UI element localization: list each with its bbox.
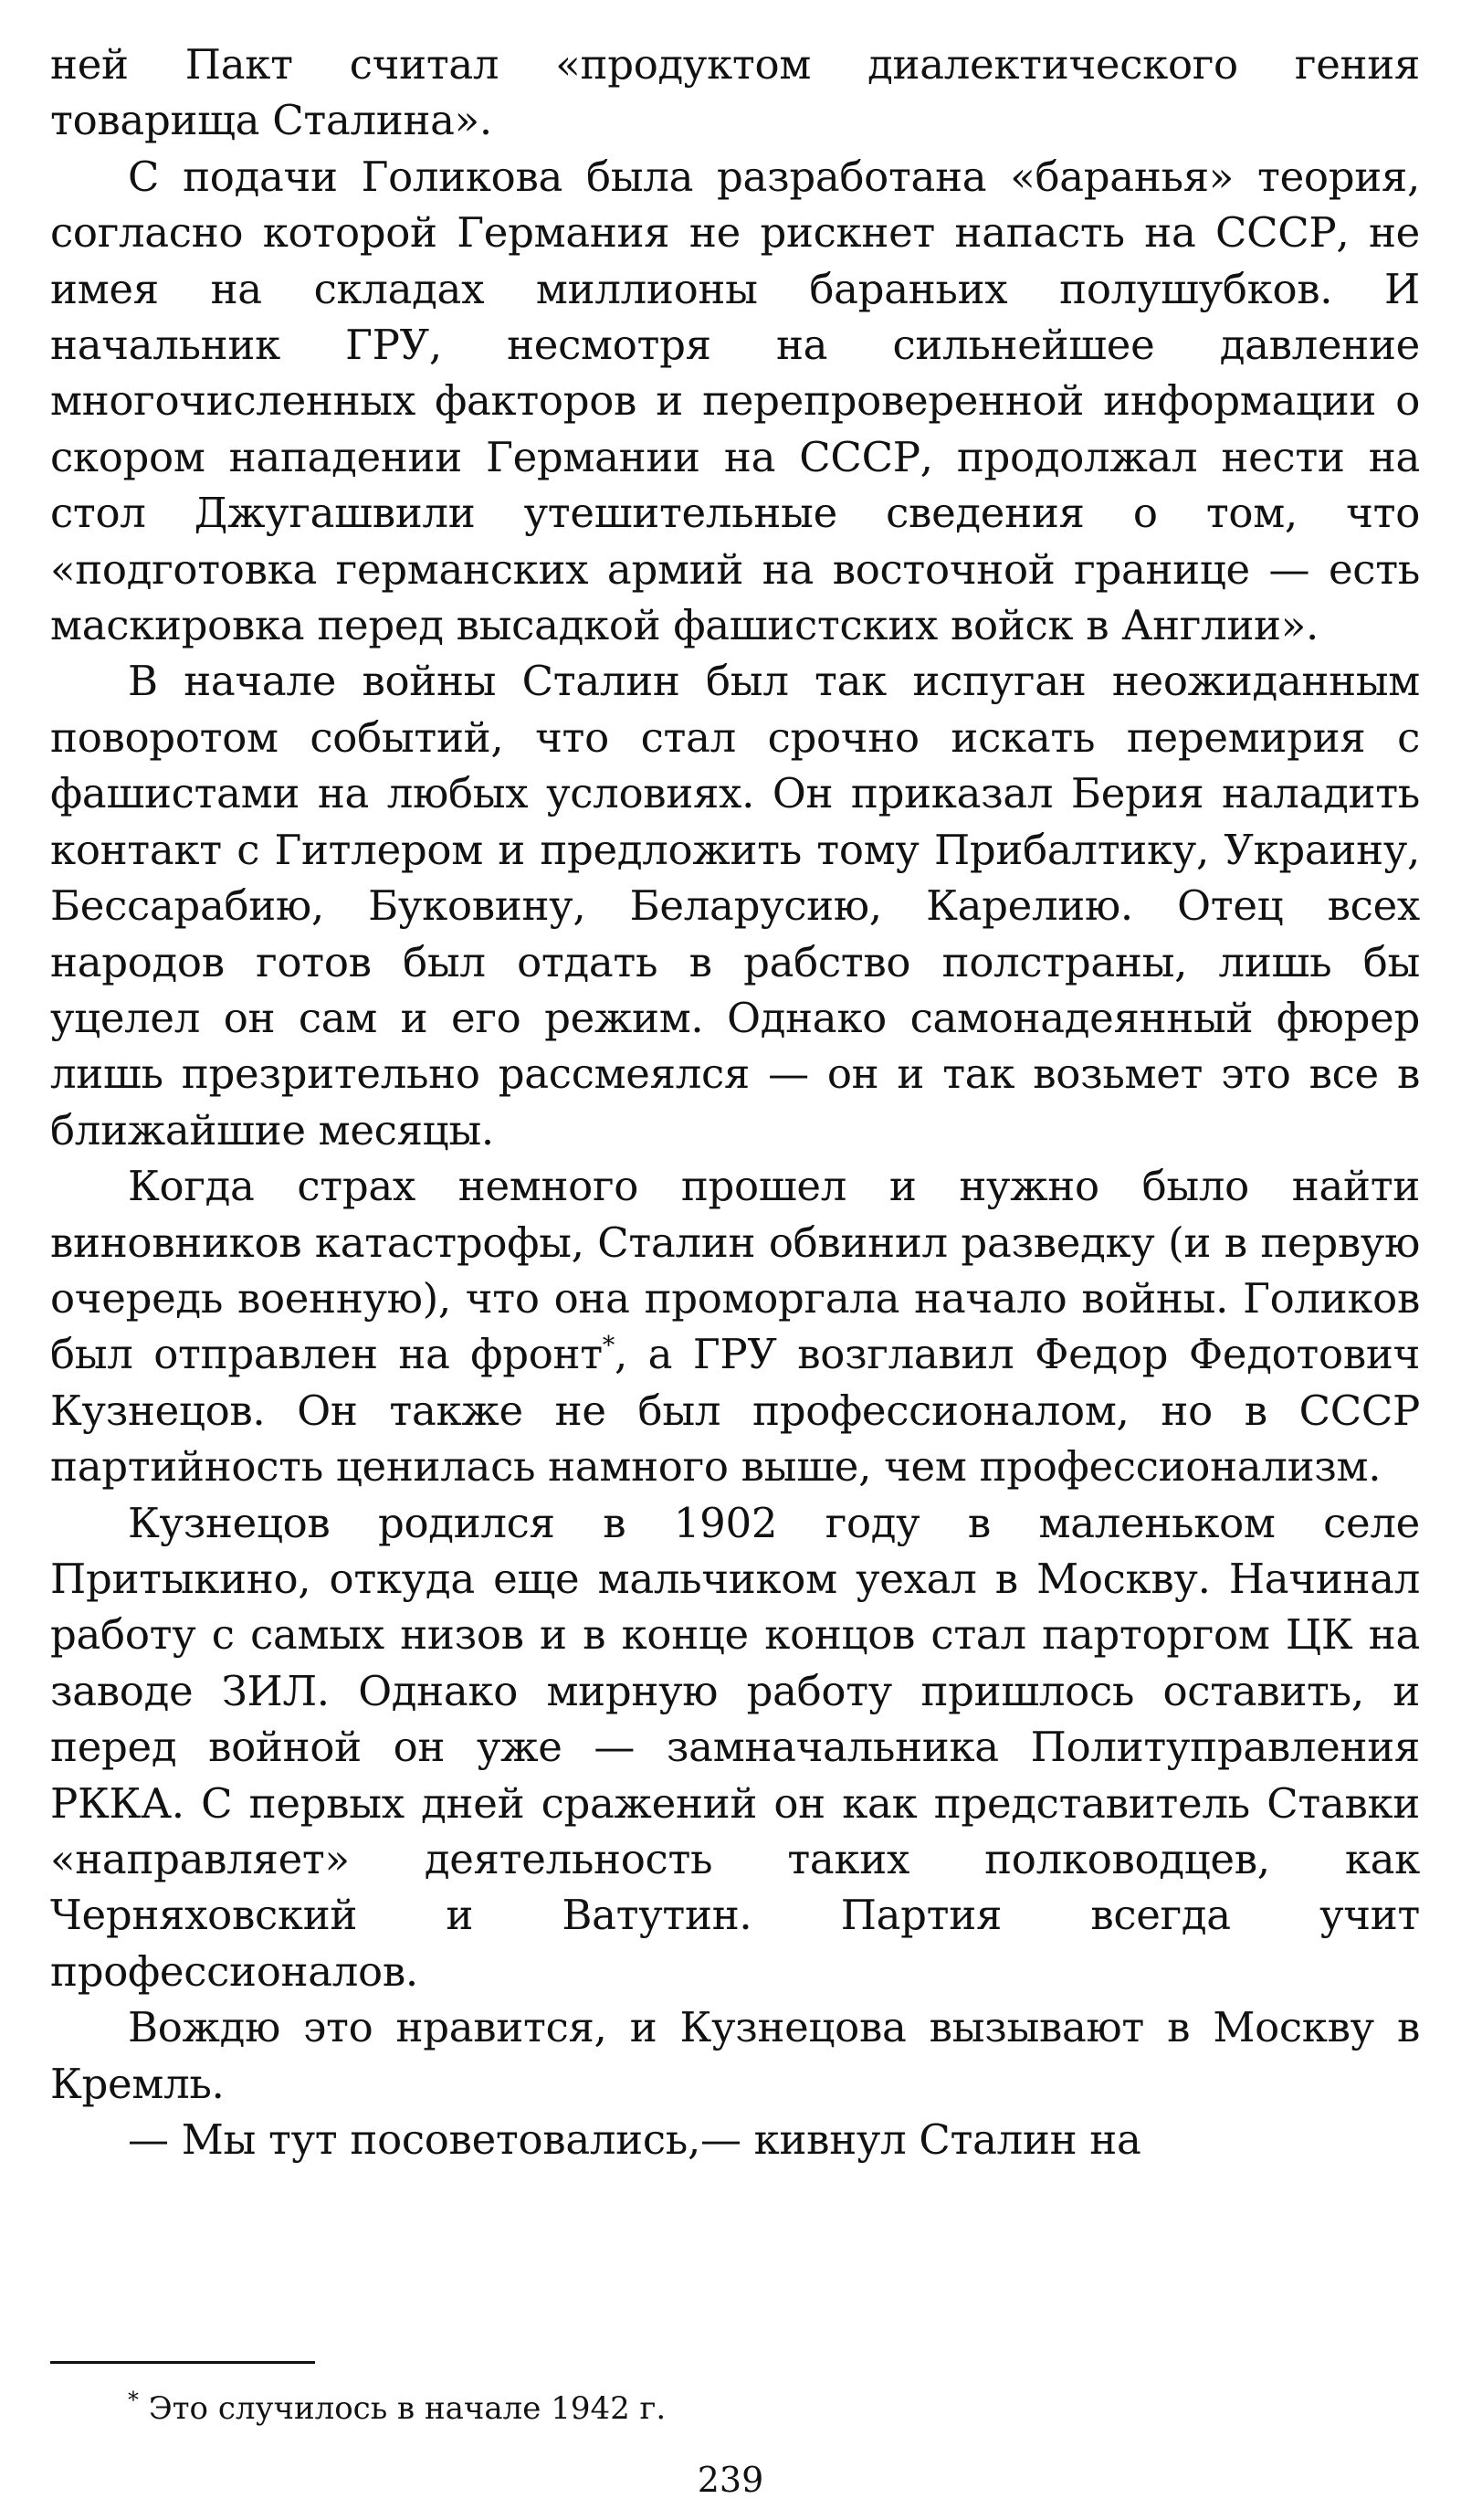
footnote-text: Это случилось в начале 1942 г. (148, 2390, 667, 2427)
footnote (128, 2388, 1315, 2429)
paragraph-kuznetsov-bio: Кузнецов родился в 1902 году в маленьком селе Притыкино, откуда еще мальчиком уехал в Москву. Начинал работу с самых низов и в конце концов стал парторгом ЦК на заводе ЗИЛ. Однако мирную работу пришлось оставить, и перед войной он уже — замначальника Политуправления РККА. С первых дней сражений он как представитель Ставки «направляет» деятельность таких полководцев, как Черняховский и Ватутин. Партия всегда учит профессионалов. (50, 1498, 1420, 1996)
footnote-separator (50, 2361, 315, 2364)
paragraph-text-part1: Когда страх немного прошел и нужно было найти виновников катастрофы, Сталин обвинил разведку (и в первую очередь военную), что она проморгала начало войны. Голиков был отправлен на фронт (50, 1162, 1420, 1379)
footnote-marker: * (128, 2387, 139, 2413)
paragraph-blame-intelligence (50, 1158, 1420, 1494)
footnote-reference-mark: * (602, 1332, 615, 1361)
paragraph-continued: ней Пакт считал «продуктом диалектического гения товарища Сталина». (50, 40, 1420, 145)
page-number: 239 (697, 2460, 764, 2500)
paragraph-golikov-theory: С подачи Голикова была разработана «баранья» теория, согласно которой Германия не рискнет напасть на СССР, не имея на складах миллионы бараньих полушубков. И начальник ГРУ, несмотря на сильнейшее давление многочисленных факторов и перепроверенной информации о скором нападении Германии на СССР, продолжал нести на стол Джугашвили утешительные сведения о том, что «подготовка германских армий на восточной границе — есть маскировка перед высадкой фашистских войск в Англии». (50, 152, 1420, 650)
paragraph-dialogue: — Мы тут посоветовались,— кивнул Сталин на (128, 2115, 1141, 2165)
paragraph-kremlin-call: Вождю это нравится, и Кузнецова вызывают в Москву в Кремль. (50, 2003, 1420, 2108)
body-text (50, 37, 1420, 2167)
paragraph-war-beginning: В начале войны Сталин был так испуган неожиданным поворотом событий, что стал срочно искать перемирия с фашистами на любых условиях. Он приказал Берия наладить контакт с Гитлером и предложить тому Прибалтику, Украину, Бессарабию, Буковину, Беларусию, Карелию. Отец всех народов готов был отдать в рабство полстраны, лишь бы уцелел он сам и его режим. Однако самонадеянный фюрер лишь презрительно рассмеялся — он и так возьмет это все в ближайшие месяцы. (50, 657, 1420, 1155)
paragraph-text-part2: , а ГРУ возглавил Федор Федотович Кузнецов. Он также не был профессионалом, но в СССР партийность ценилась намного выше, чем профессионализм. (50, 1330, 1420, 1492)
